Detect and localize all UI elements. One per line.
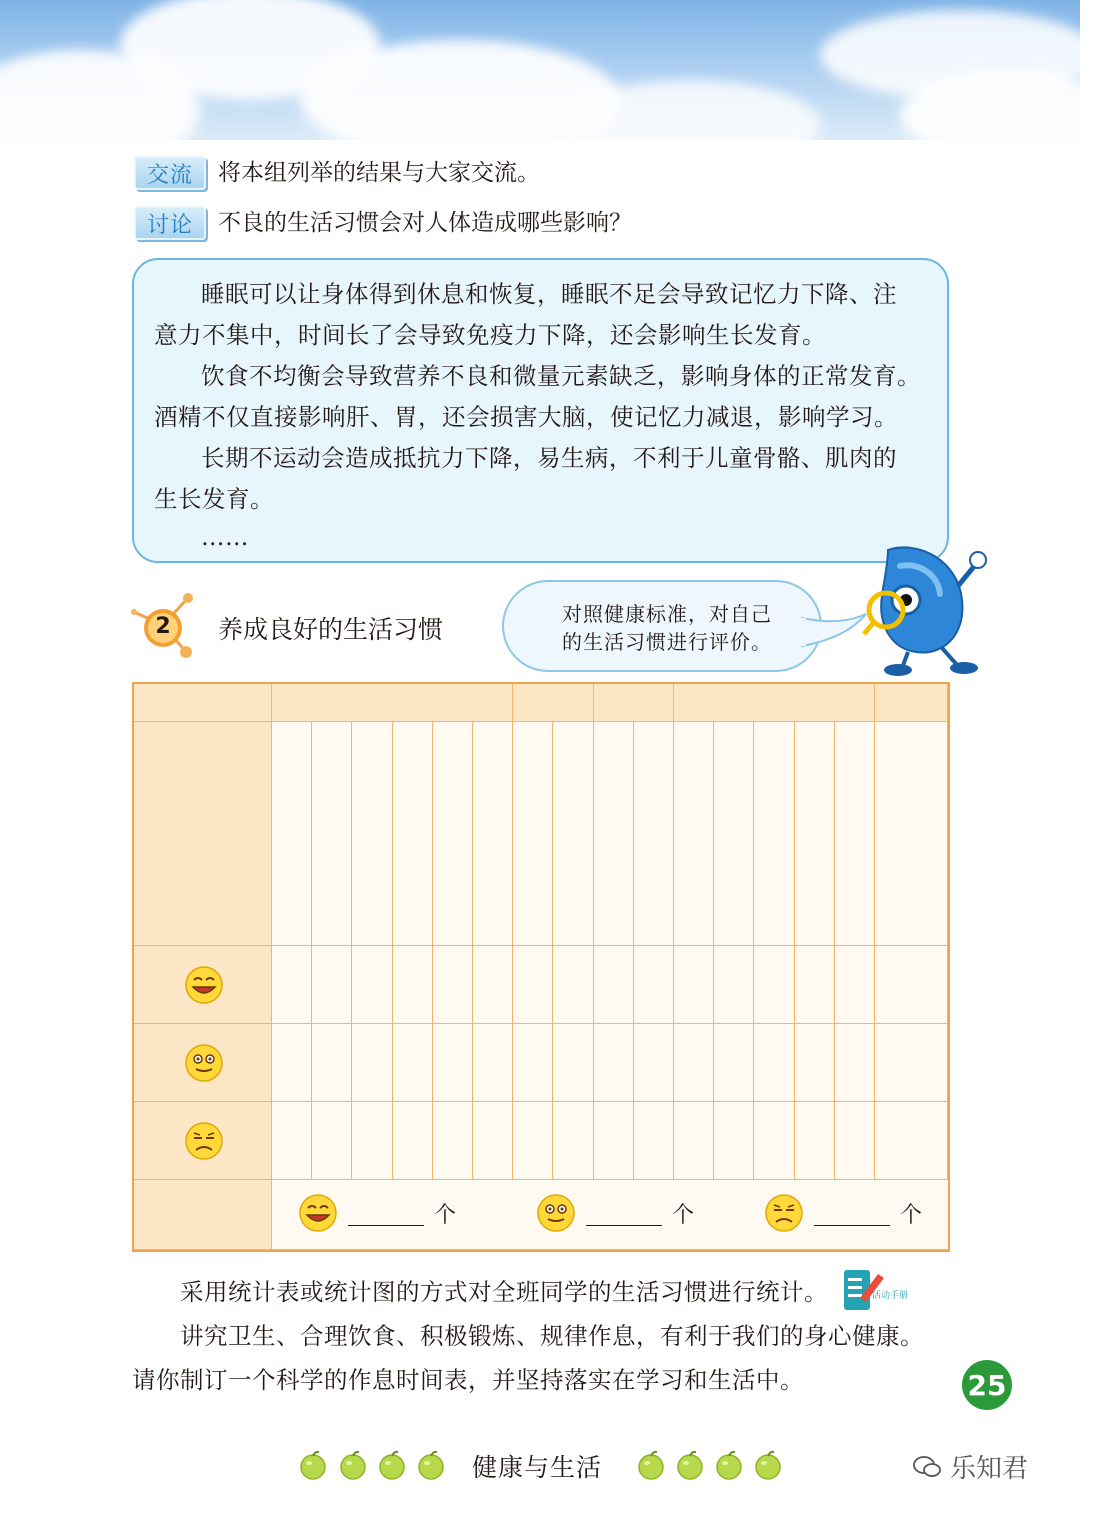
criterion-7 <box>553 722 593 946</box>
group-header-4 <box>875 684 948 722</box>
rating-row-0 <box>134 946 272 1024</box>
rating-cell <box>473 1024 513 1102</box>
bubble-text <box>522 600 812 656</box>
rating-cell <box>513 1102 553 1180</box>
count-blank[interactable] <box>586 1200 662 1226</box>
apple-icon <box>377 1450 407 1480</box>
rating-cell <box>272 1024 312 1102</box>
paragraph-exercise-cont: 生长发育。 <box>154 485 274 513</box>
criterion-3 <box>393 722 433 946</box>
criterion-6 <box>513 722 553 946</box>
rating-cell <box>513 1024 553 1102</box>
bottom-line-2: 讲究卫生、合理饮食、积极锻炼、规律作息，有利于我们的身心健康。 <box>180 1322 924 1350</box>
rating-cell <box>393 946 433 1024</box>
tag-discuss: 讨论 <box>134 206 206 240</box>
group-header-0 <box>272 684 513 722</box>
rating-cell <box>433 1024 473 1102</box>
total-row-header <box>134 1180 272 1250</box>
rating-cell <box>714 946 754 1024</box>
rating-cell <box>594 1024 634 1102</box>
rating-cell <box>352 946 392 1024</box>
paragraph-diet-cont: 酒精不仅直接影响肝、胃，还会损害大脑，使记忆力减退，影响学习。 <box>154 403 898 431</box>
paragraph-sleep: 睡眠可以让身体得到休息和恢复，睡眠不足会导致记忆力下降、注 <box>201 280 897 308</box>
ellipsis: …… <box>201 523 249 551</box>
group-header-1 <box>513 684 593 722</box>
rating-cell <box>393 1102 433 1180</box>
rating-cell <box>473 946 513 1024</box>
bubble-line-1: 对照健康标准，对自己 <box>562 602 772 626</box>
rating-cell <box>352 1024 392 1102</box>
rating-cell <box>835 1102 875 1180</box>
rating-cell <box>312 1102 352 1180</box>
ok-total-face-icon <box>536 1193 576 1233</box>
sad-total-face-icon <box>764 1193 804 1233</box>
criterion-10 <box>674 722 714 946</box>
section-title: 养成良好的生活习惯 <box>218 615 444 644</box>
activity-manual-icon <box>842 1268 909 1312</box>
instruction-exchange: 将本组列举的结果与大家交流。 <box>218 160 540 186</box>
rating-cell <box>272 946 312 1024</box>
rating-cell <box>433 946 473 1024</box>
bubble-line-2: 的生活习惯进行评价。 <box>562 630 772 654</box>
rating-cell <box>795 946 835 1024</box>
unit-label: 个 <box>900 1202 923 1228</box>
unit-label: 个 <box>434 1202 457 1228</box>
rating-cell-other <box>875 946 948 1024</box>
rating-cell <box>594 1102 634 1180</box>
sad-face-icon <box>184 1121 224 1161</box>
criterion-1 <box>312 722 352 946</box>
criterion-11 <box>714 722 754 946</box>
count-blank[interactable] <box>814 1200 890 1226</box>
ok-face-icon <box>184 1043 224 1083</box>
rating-cell <box>754 1102 794 1180</box>
apple-icon <box>753 1450 783 1480</box>
rating-cell <box>835 946 875 1024</box>
watermark <box>912 1448 1028 1485</box>
rating-cell <box>835 1024 875 1102</box>
habit-table <box>132 682 950 1252</box>
criterion-13 <box>795 722 835 946</box>
rating-cell <box>594 946 634 1024</box>
section-number: 2 <box>155 614 171 639</box>
rating-cell <box>312 946 352 1024</box>
rating-cell <box>553 946 593 1024</box>
rating-cell <box>393 1024 433 1102</box>
apple-icon <box>338 1450 368 1480</box>
criterion-14 <box>835 722 875 946</box>
instruction-discuss: 不良的生活习惯会对人体造成哪些影响？ <box>218 210 632 236</box>
page-number: 25 <box>962 1360 1012 1410</box>
total-row <box>270 1175 950 1251</box>
rating-cell <box>634 1024 674 1102</box>
criterion-9 <box>634 722 674 946</box>
rating-cell-other <box>875 1024 948 1102</box>
rating-cell <box>513 946 553 1024</box>
apple-icon <box>416 1450 446 1480</box>
bottom-line-1: 采用统计表或统计图的方式对全班同学的生活习惯进行统计。 <box>180 1278 828 1306</box>
apple-icon <box>636 1450 666 1480</box>
rating-cell <box>754 946 794 1024</box>
criterion-2 <box>352 722 392 946</box>
rating-cell <box>553 1024 593 1102</box>
activity-manual-label: 活动手册 <box>872 1291 909 1301</box>
rating-cell-other <box>875 1102 948 1180</box>
group-header-3 <box>674 684 875 722</box>
rating-cell <box>312 1024 352 1102</box>
criterion-12 <box>754 722 794 946</box>
criterion-5 <box>473 722 513 946</box>
rating-cell <box>433 1102 473 1180</box>
watermark-text: 乐知君 <box>950 1454 1029 1484</box>
criterion-8 <box>594 722 634 946</box>
rating-cell <box>714 1102 754 1180</box>
rating-row-2 <box>134 1102 272 1180</box>
apple-icon <box>714 1450 744 1480</box>
rating-row-1 <box>134 1024 272 1102</box>
rating-cell <box>473 1102 513 1180</box>
paragraph-sleep-cont: 意力不集中，时间长了会导致免疫力下降，还会影响生长发育。 <box>154 321 826 349</box>
footer-title: 健康与生活 <box>472 1453 603 1482</box>
count-blank[interactable] <box>348 1200 424 1226</box>
paragraph-diet: 饮食不均衡会导致营养不良和微量元素缺乏，影响身体的正常发育。 <box>201 362 921 390</box>
rating-cell <box>795 1102 835 1180</box>
criteria-row-header <box>134 722 272 946</box>
bottom-line-3: 请你制订一个科学的作息时间表，并坚持落实在学习和生活中。 <box>132 1366 804 1394</box>
rating-cell <box>272 1102 312 1180</box>
water-drop-mascot-icon <box>858 540 990 680</box>
wechat-icon <box>912 1454 942 1480</box>
unit-label: 个 <box>672 1202 695 1228</box>
criterion-4 <box>433 722 473 946</box>
rating-cell <box>754 1024 794 1102</box>
group-header-2 <box>594 684 674 722</box>
paragraph-exercise: 长期不运动会造成抵抗力下降，易生病，不利于儿童骨骼、肌肉的 <box>201 444 897 472</box>
rating-cell <box>634 1102 674 1180</box>
criterion-other <box>875 722 948 946</box>
rating-cell <box>674 946 714 1024</box>
table-corner <box>134 684 272 722</box>
happy-face-icon <box>184 965 224 1005</box>
rating-cell <box>352 1102 392 1180</box>
rating-cell <box>714 1024 754 1102</box>
apple-icon <box>675 1450 705 1480</box>
discussion-box <box>132 258 949 563</box>
rating-cell <box>795 1024 835 1102</box>
happy-total-face-icon <box>298 1193 338 1233</box>
rating-cell <box>674 1024 714 1102</box>
sky-banner <box>0 0 1080 140</box>
rating-cell <box>553 1102 593 1180</box>
criterion-0 <box>272 722 312 946</box>
rating-cell <box>634 946 674 1024</box>
tag-exchange: 交流 <box>134 156 206 190</box>
apple-icon <box>298 1450 328 1480</box>
rating-cell <box>674 1102 714 1180</box>
